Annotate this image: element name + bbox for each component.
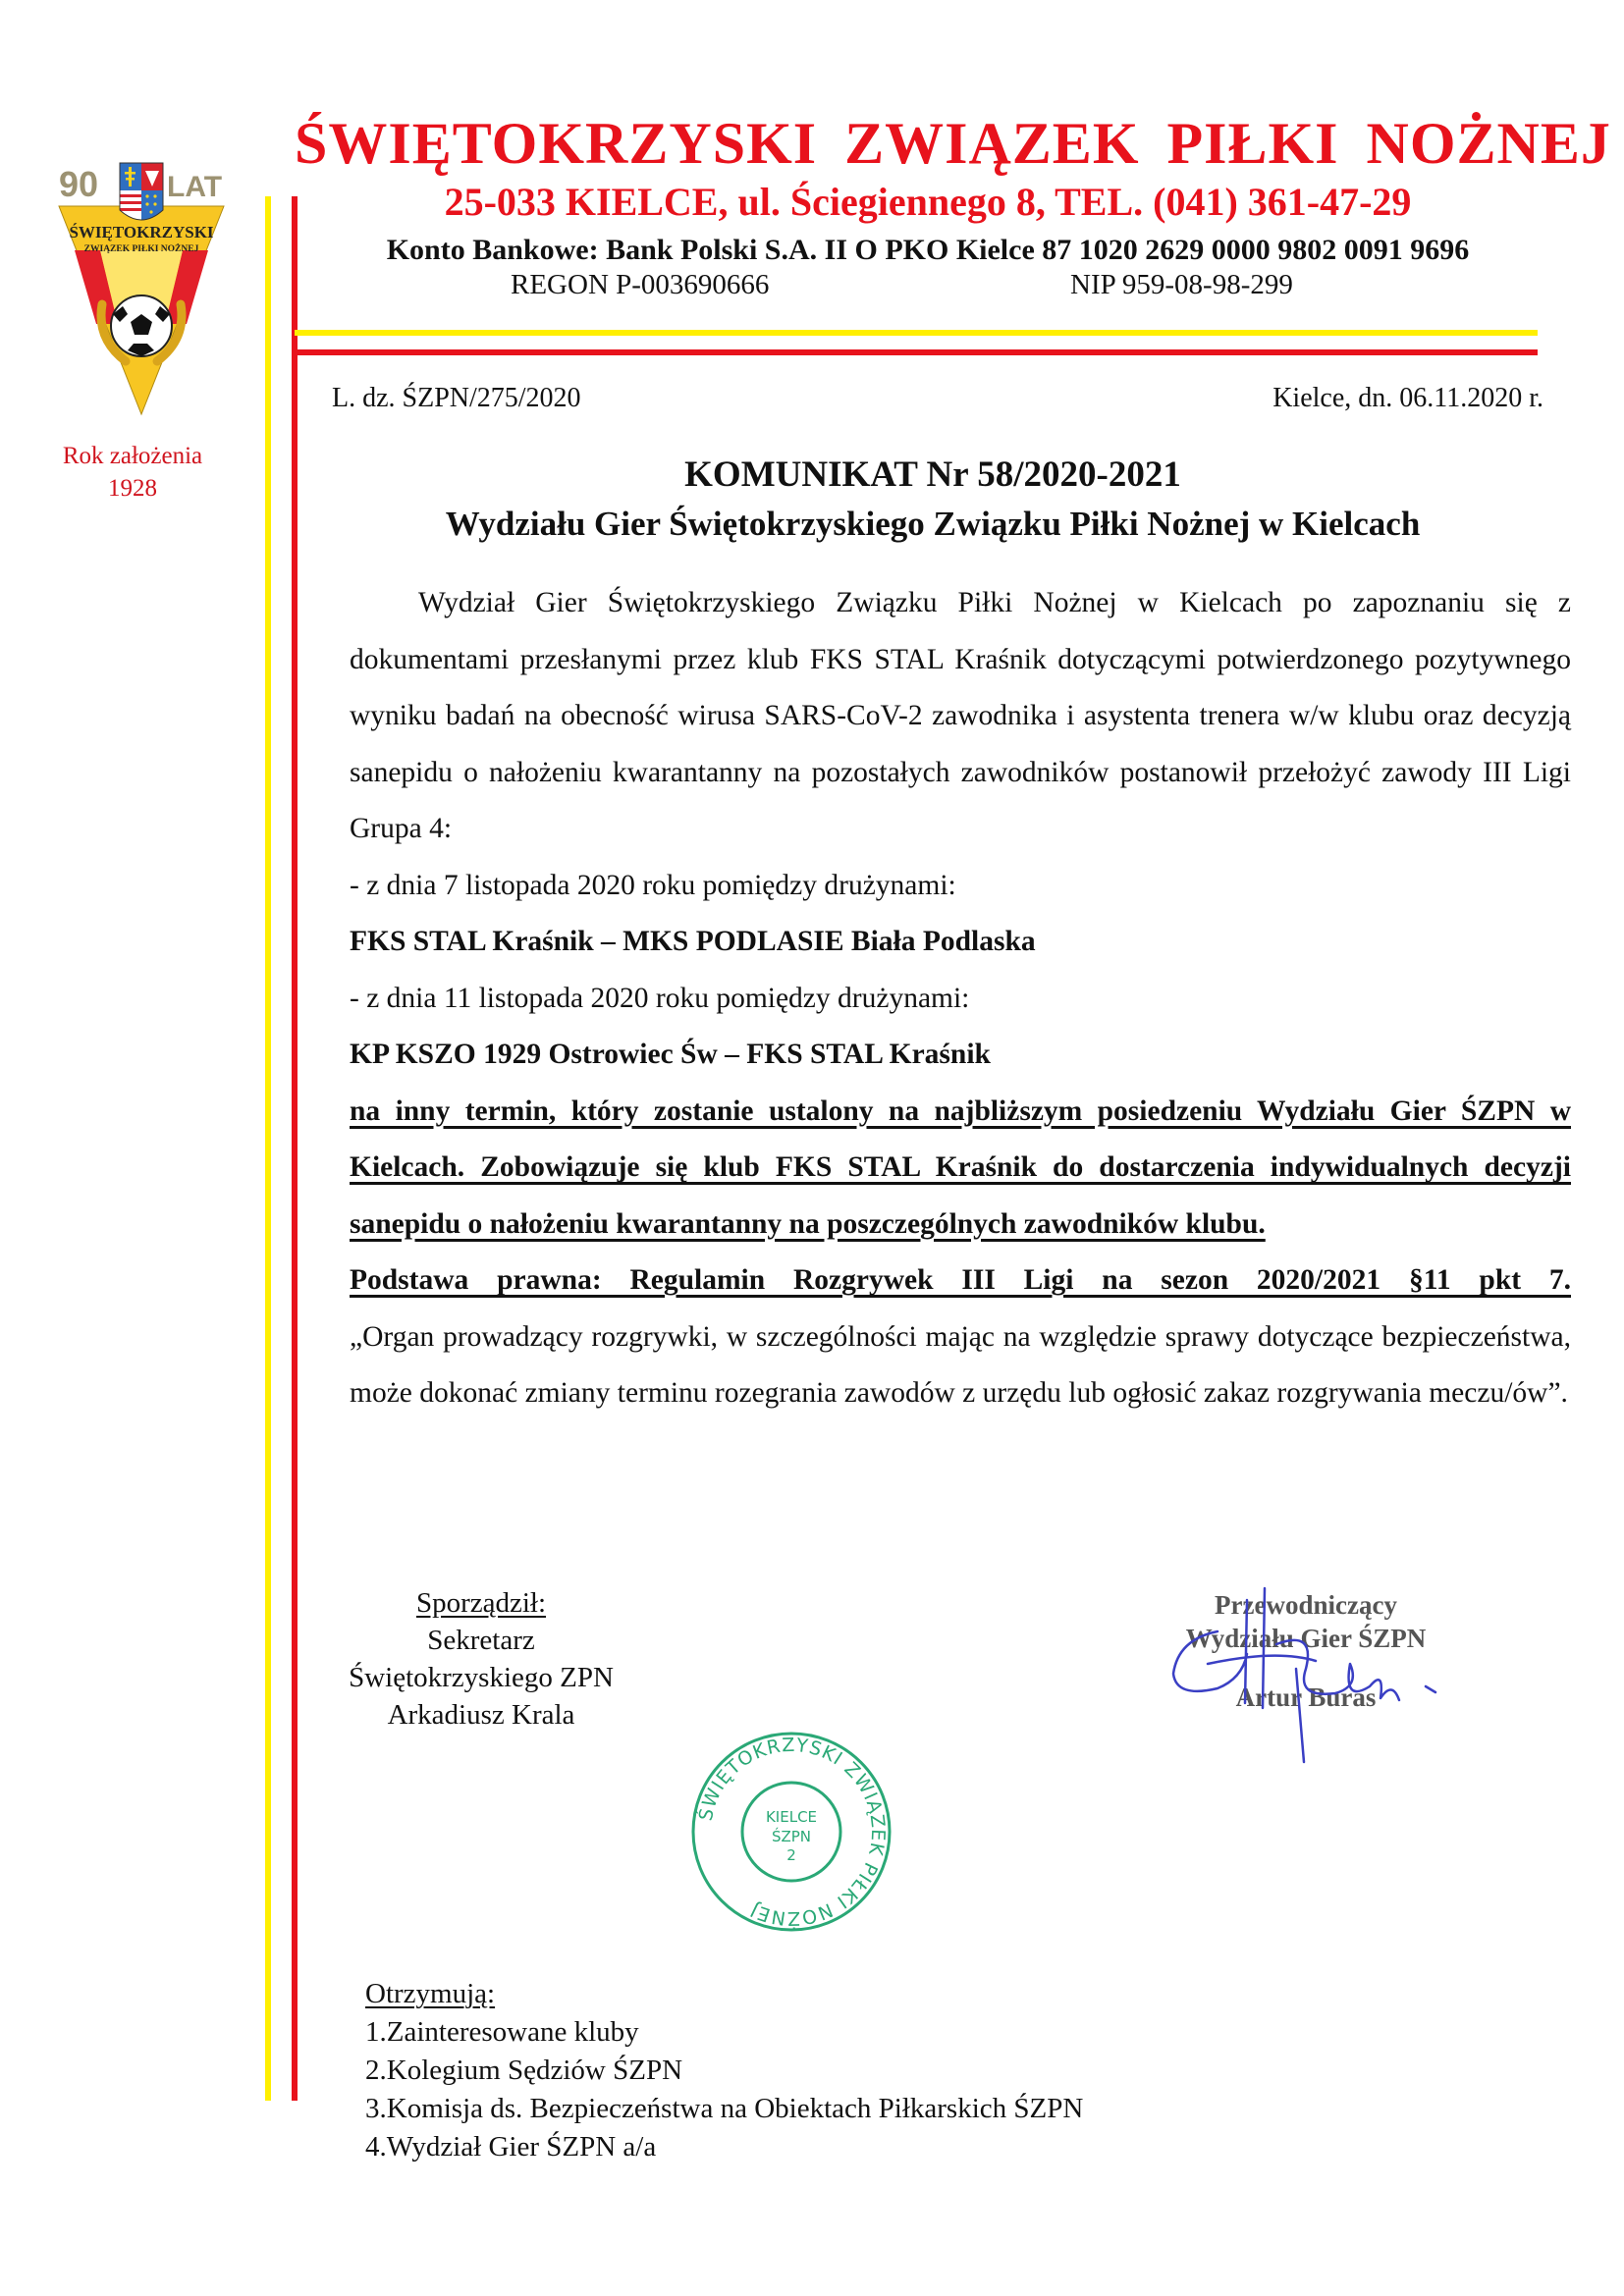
match1-date: - z dnia 7 listopada 2020 roku pomiędzy drużynami: bbox=[350, 869, 956, 901]
recipient-item: 3.Komisja ds. Bezpieczeństwa na Obiektach Piłkarskich ŚZPN bbox=[365, 2093, 1084, 2124]
document-title: KOMUNIKAT Nr 58/2020-2021 bbox=[684, 454, 1181, 495]
chairman-title-line2: Wydziału Gier ŚZPN bbox=[1185, 1624, 1427, 1653]
org-address: 25-033 KIELCE, ul. Ściegiennego 8, TEL. (041) 361-47-29 bbox=[444, 180, 1412, 224]
reference-number: L. dz. ŚZPN/275/2020 bbox=[332, 383, 581, 413]
logo-90-text: 90 bbox=[59, 164, 99, 204]
chairman-title-line1: Przewodniczący bbox=[1215, 1590, 1397, 1620]
prepared-by-label: Sporządził: bbox=[415, 1587, 547, 1619]
frame-vertical-yellow bbox=[265, 196, 271, 2101]
document-subtitle: Wydziału Gier Świętokrzyskiego Związku Piłki Nożnej w Kielcach bbox=[445, 505, 1421, 543]
legal-quote: „Organ prowadzący rozgrywki, w szczególności mając na względzie sprawy dotyczące bezpieczeństwa, może dokonać zmiany terminu rozegrania zawodów z urzędu lub ogłosić zakaz rozgrywania meczu/ów”. bbox=[350, 1320, 1571, 1409]
intro-paragraph: Wydział Gier Świętokrzyskiego Związku Piłki Nożnej w Kielcach po zapoznaniu się z dokumentami przesłanymi przez klub FKS STAL Kraśnik dotyczącymi potwierdzonego pozytywnego wyniku badań na obecność wirusa SARS-CoV-2 zawodnika i asystenta trenera w/w klubu oraz decyzją sanepidu o nałożeniu kwarantanny na pozostałych zawodników postanowił przełożyć zawody III Ligi Grupa 4: bbox=[350, 587, 1571, 844]
nip: NIP 959-08-98-299 bbox=[1070, 269, 1293, 300]
logo-line2: ZWIĄZEK PIŁKI NOŻNEJ bbox=[83, 244, 199, 254]
prepared-by-org: Świętokrzyskiego ZPN bbox=[349, 1662, 614, 1693]
regon: REGON P-003690666 bbox=[511, 269, 770, 300]
logo-line1: ŚWIĘTOKRZYSKI bbox=[69, 223, 214, 241]
founded-label: Rok założenia bbox=[62, 443, 203, 469]
official-round-stamp bbox=[683, 1724, 899, 1940]
match1-teams: FKS STAL Kraśnik – MKS PODLASIE Biała Podlaska bbox=[350, 926, 1036, 957]
bank-account: Konto Bankowe: Bank Polski S.A. II O PKO Kielce 87 1020 2629 0000 9802 0091 9696 bbox=[386, 234, 1470, 266]
document-body bbox=[350, 575, 1571, 1422]
match2-teams: KP KSZO 1929 Ostrowiec Św – FKS STAL Kraśnik bbox=[350, 1039, 991, 1070]
logo-lat-text: LAT bbox=[167, 171, 223, 203]
recipient-item: 1.Zainteresowane kluby bbox=[365, 2016, 639, 2048]
match2-date: - z dnia 11 listopada 2020 roku pomiędzy drużynami: bbox=[350, 982, 970, 1014]
place-date: Kielce, dn. 06.11.2020 r. bbox=[1272, 383, 1543, 413]
recipients-list bbox=[365, 2013, 1083, 2166]
legal-basis-text: Podstawa prawna: Regulamin Rozgrywek III Ligi na sezon 2020/2021 §11 pkt 7. bbox=[350, 1264, 1571, 1296]
stamp-outer-text: ŚWIĘTOKRZYSKI ZWIĄZEK PIŁKI NOŻNEJ bbox=[694, 1734, 890, 1930]
recipient-item: 4.Wydział Gier ŚZPN a/a bbox=[365, 2131, 657, 2163]
stamp-inner-line1: KIELCE bbox=[765, 1808, 818, 1826]
stamp-inner-line3: 2 bbox=[786, 1846, 796, 1864]
legal-basis-paragraph bbox=[350, 1253, 1571, 1309]
decision-paragraph bbox=[350, 1084, 1571, 1254]
prepared-by-role: Sekretarz bbox=[427, 1625, 535, 1656]
handwritten-signature bbox=[1149, 1571, 1473, 1767]
founded-year: 1928 bbox=[108, 475, 157, 502]
prepared-by-name: Arkadiusz Krala bbox=[387, 1699, 575, 1731]
prepared-by-block bbox=[324, 1584, 638, 1734]
stamp-inner-line2: ŚZPN bbox=[771, 1828, 812, 1845]
frame-horizontal-yellow bbox=[295, 330, 1538, 336]
decision-text: na inny termin, który zostanie ustalony na najbliższym posiedzeniu Wydziału Gier ŚZPN w Kielcach. Zobowiązuje się klub FKS STAL Kraśnik do dostarczenia indywidualnych decyzji sanepidu o nałożeniu kwarantanny na poszczególnych zawodników klubu. bbox=[350, 1095, 1571, 1240]
frame-horizontal-red bbox=[295, 349, 1538, 355]
org-name: ŚWIĘTOKRZYSKI ZWIĄZEK PIŁKI NOŻNEJ bbox=[295, 111, 1611, 176]
recipients-label: Otrzymują: bbox=[365, 1978, 496, 2009]
chairman-name: Artur Buras bbox=[1235, 1682, 1377, 1712]
szpn-logo bbox=[57, 157, 226, 417]
founded-note bbox=[29, 440, 236, 505]
recipients-block bbox=[365, 1975, 1083, 2166]
recipient-item: 2.Kolegium Sędziów ŚZPN bbox=[365, 2055, 683, 2086]
